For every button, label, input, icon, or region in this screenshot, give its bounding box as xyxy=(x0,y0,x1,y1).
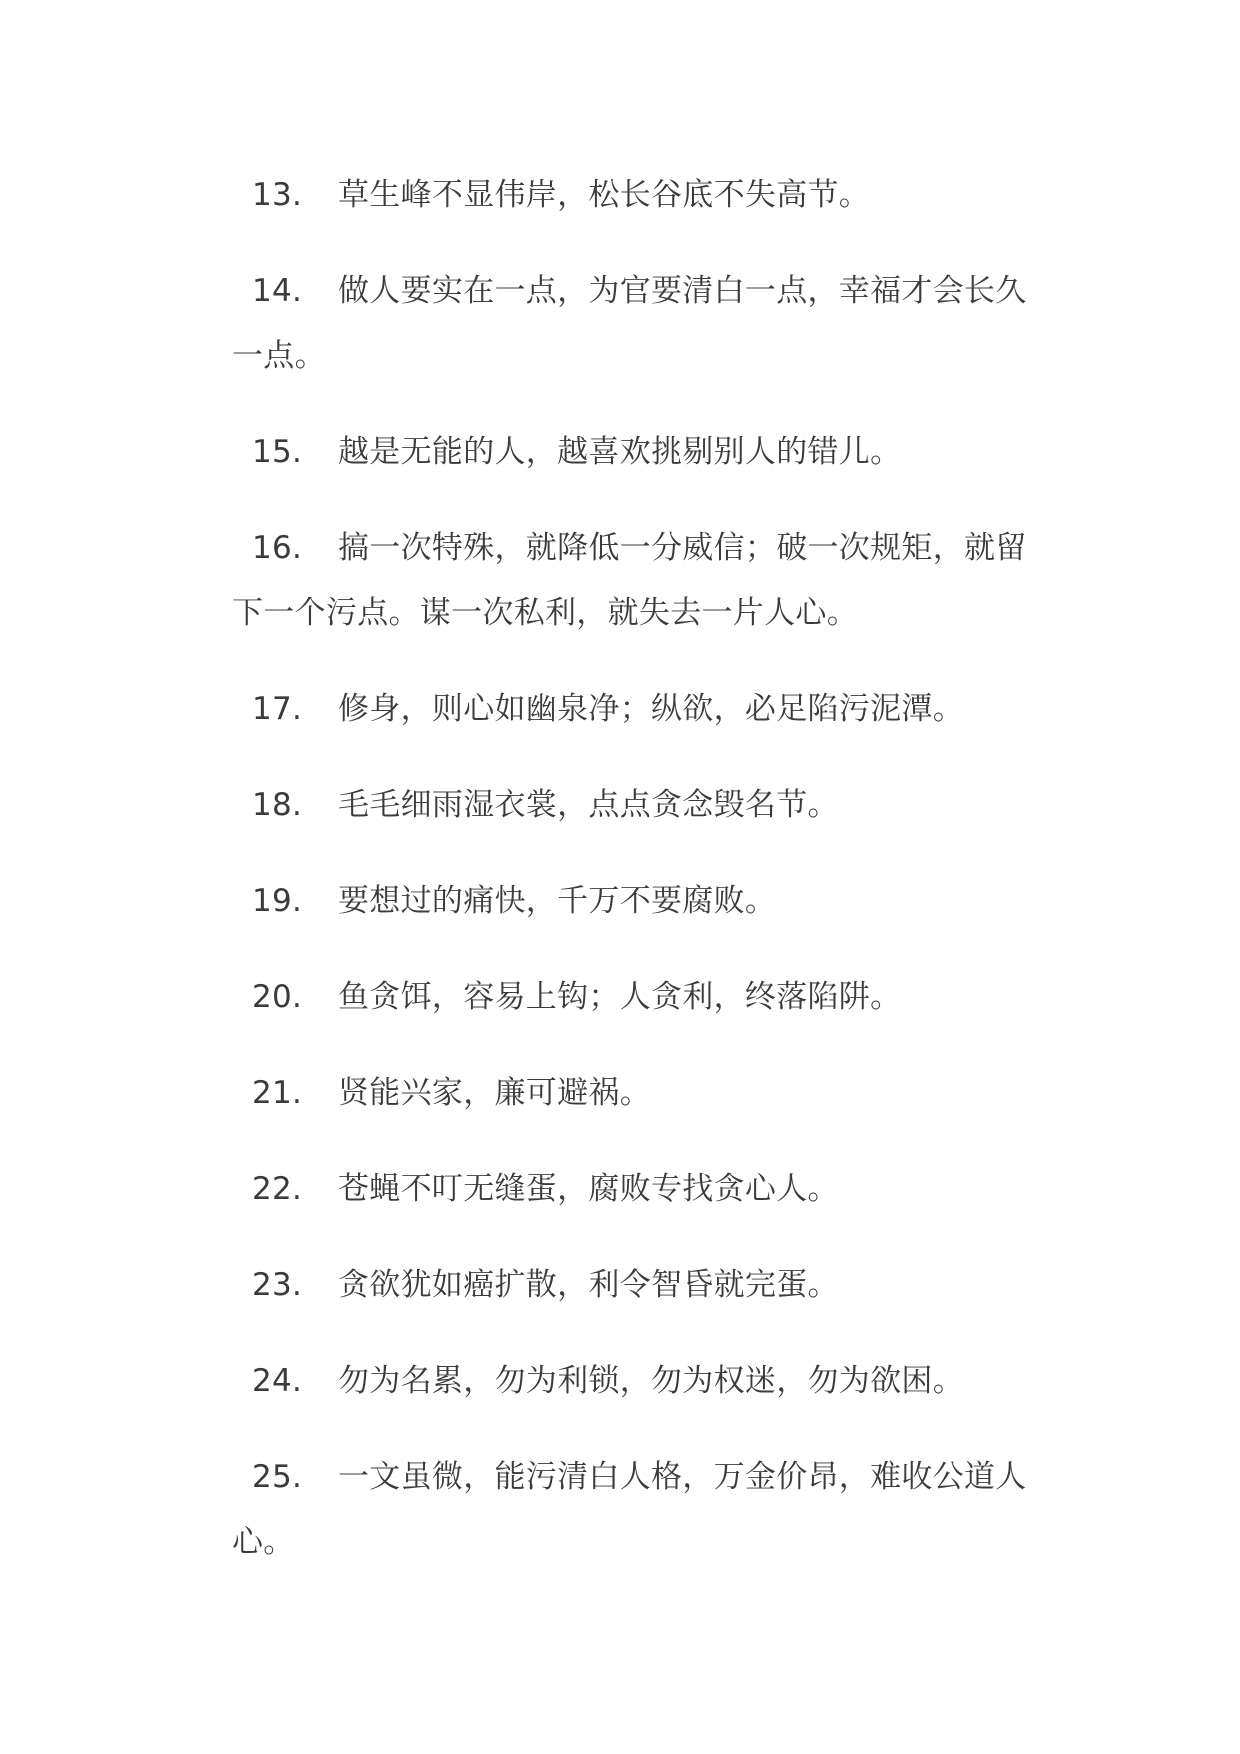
item-number: 19. xyxy=(252,883,303,919)
list-item xyxy=(232,965,1052,1030)
list-item xyxy=(232,869,1052,934)
list-item xyxy=(232,1157,1052,1222)
item-text: 草生峰不显伟岸，松长谷底不失高节。 xyxy=(338,177,871,213)
list-item xyxy=(232,1061,1052,1126)
list-item xyxy=(232,677,1052,742)
item-text: 做人要实在一点，为官要清白一点，幸福才会长久一点。 xyxy=(232,273,1027,374)
item-text: 贤能兴家，廉可避祸。 xyxy=(338,1075,651,1111)
list-item xyxy=(232,516,1052,646)
item-text: 鱼贪饵，容易上钩；人贪利，终落陷阱。 xyxy=(338,979,902,1015)
item-text: 搞一次特殊，就降低一分威信；破一次规矩，就留下一个污点。谋一次私利，就失去一片人心。 xyxy=(232,530,1027,631)
item-number: 20. xyxy=(252,979,303,1015)
item-number: 17. xyxy=(252,691,303,727)
item-number: 21. xyxy=(252,1075,303,1111)
item-number: 14. xyxy=(252,273,303,309)
list-item xyxy=(232,420,1052,485)
list-item xyxy=(232,1349,1052,1414)
item-text: 贪欲犹如癌扩散，利令智昏就完蛋。 xyxy=(338,1267,839,1303)
document-body xyxy=(232,163,1052,1606)
item-text: 修身，则心如幽泉净；纵欲，必足陷污泥潭。 xyxy=(338,691,964,727)
list-item xyxy=(232,1445,1052,1575)
item-number: 24. xyxy=(252,1363,303,1399)
item-number: 13. xyxy=(252,177,303,213)
item-text: 毛毛细雨湿衣裳，点点贪念毁名节。 xyxy=(338,787,839,823)
item-number: 22. xyxy=(252,1171,303,1207)
item-number: 23. xyxy=(252,1267,303,1303)
item-text: 勿为名累，勿为利锁，勿为权迷，勿为欲困。 xyxy=(338,1363,964,1399)
item-text: 越是无能的人，越喜欢挑剔别人的错儿。 xyxy=(338,434,902,470)
list-item xyxy=(232,163,1052,228)
item-text: 要想过的痛快，千万不要腐败。 xyxy=(338,883,777,919)
list-item xyxy=(232,1253,1052,1318)
item-number: 18. xyxy=(252,787,303,823)
item-number: 16. xyxy=(252,530,303,566)
list-item xyxy=(232,773,1052,838)
item-text: 苍蝇不叮无缝蛋，腐败专找贪心人。 xyxy=(338,1171,839,1207)
item-number: 15. xyxy=(252,434,303,470)
item-number: 25. xyxy=(252,1459,303,1495)
item-text: 一文虽微，能污清白人格，万金价昂，难收公道人心。 xyxy=(232,1459,1027,1560)
list-item xyxy=(232,259,1052,389)
